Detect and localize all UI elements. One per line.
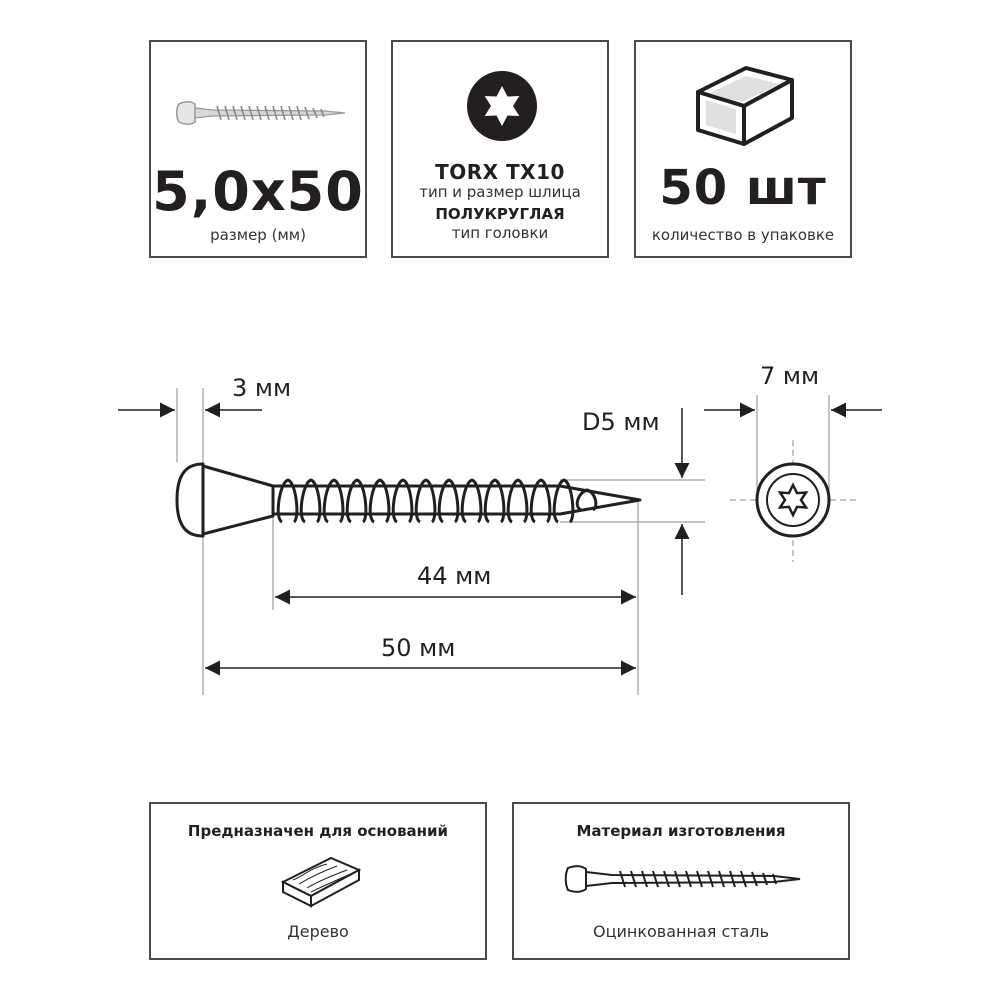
wood-plank-icon [281, 854, 361, 908]
quantity-value: 50 шт [659, 160, 827, 216]
total-length-label: 50 мм [381, 634, 456, 662]
screw-dimension-drawing [0, 300, 1000, 720]
base-value: Дерево [287, 922, 349, 941]
size-value: 5,0x50 [152, 160, 364, 223]
thread-length-label: 44 мм [417, 562, 492, 590]
screw-icon [564, 862, 804, 896]
screw-end-view [730, 440, 858, 562]
drive-type: TORX TX10 [435, 160, 565, 184]
base-card [149, 802, 487, 960]
head-height-label: 3 мм [232, 374, 292, 402]
package-box-icon [694, 64, 796, 148]
screw-side-view [177, 464, 640, 536]
size-caption: размер (мм) [210, 226, 306, 244]
material-card [512, 802, 850, 960]
screw-icon [175, 96, 349, 130]
quantity-caption: количество в упаковке [651, 226, 835, 244]
diameter-label: D5 мм [582, 408, 660, 436]
size-card [149, 40, 367, 258]
head-caption: тип головки [451, 224, 549, 242]
base-title: Предназначен для оснований [187, 822, 449, 840]
material-title: Материал изготовления [576, 822, 786, 840]
head-type: ПОЛУКРУГЛАЯ [435, 205, 565, 223]
torx-star-icon [466, 70, 538, 142]
slot-card [391, 40, 609, 258]
material-value: Оцинкованная сталь [592, 922, 770, 941]
drive-caption: тип и размер шлица [419, 183, 581, 201]
head-diameter-label: 7 мм [760, 362, 820, 390]
quantity-card [634, 40, 852, 258]
